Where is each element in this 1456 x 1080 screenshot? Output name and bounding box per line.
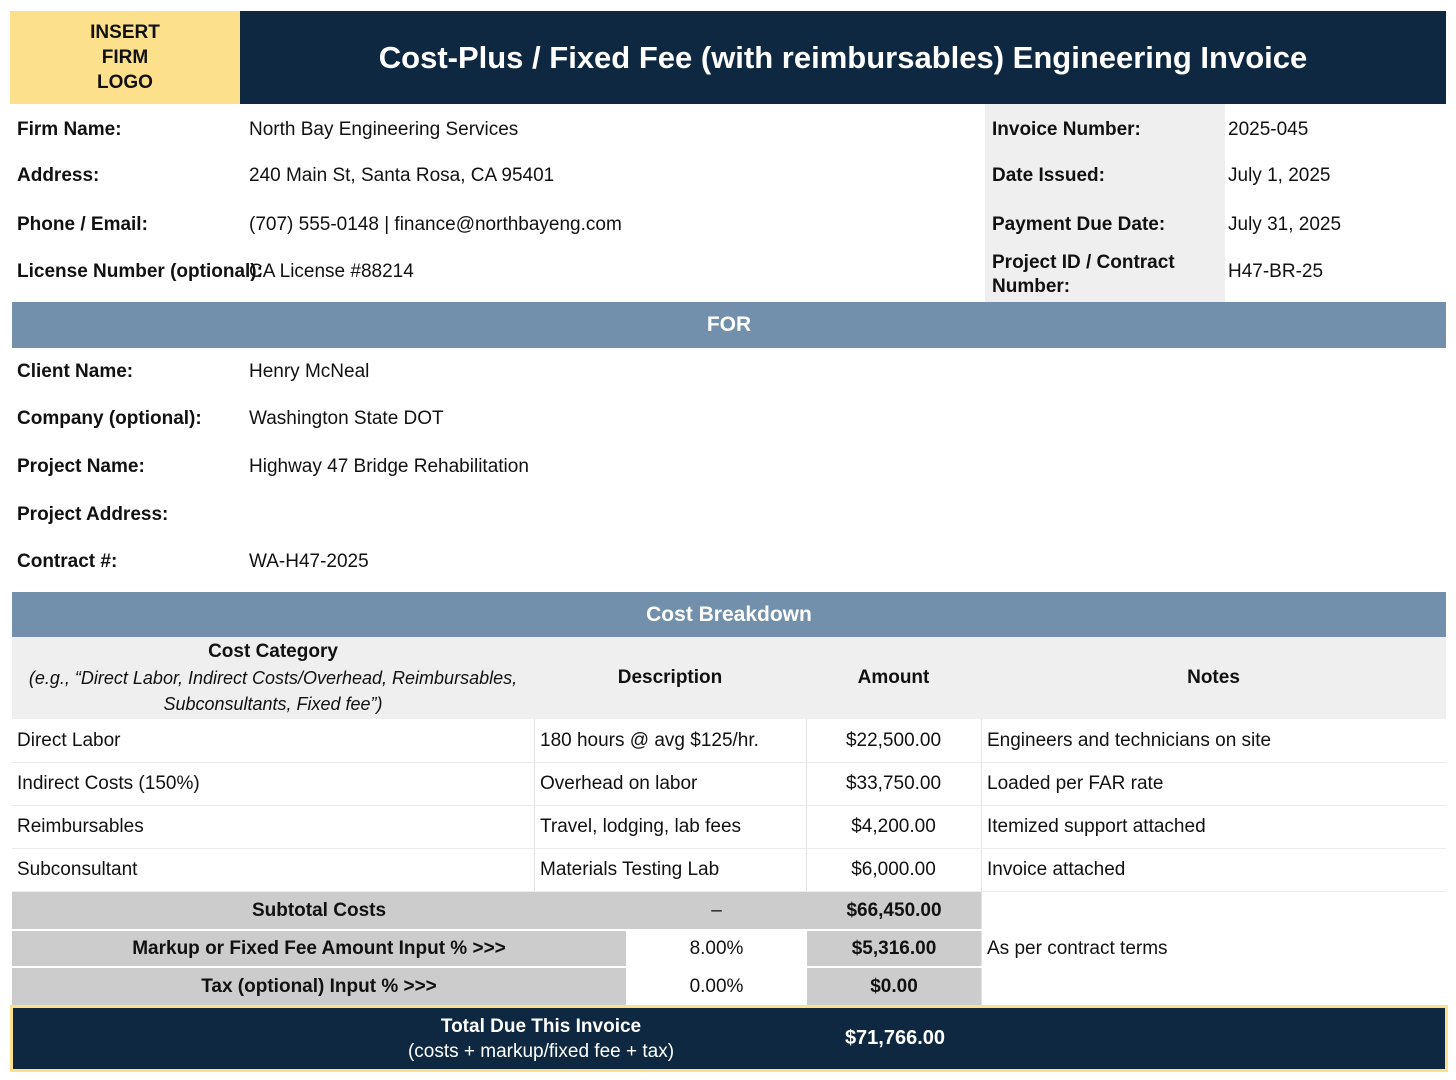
table-row-category: Indirect Costs (150%) xyxy=(17,772,200,794)
firm-name-label: Firm Name: xyxy=(17,119,122,140)
contract-label: Contract #: xyxy=(17,551,118,572)
firm-logo-placeholder: INSERT FIRM LOGO xyxy=(10,11,240,104)
row-divider xyxy=(12,848,1446,849)
category-header-hint: (e.g., “Direct Labor, Indirect Costs/Overhead, Reimbursables, Subconsultants, Fixed fee”) xyxy=(28,668,518,714)
tax-label: Tax (optional) Input % >>> xyxy=(201,975,437,997)
payment-due-label: Payment Due Date: xyxy=(992,214,1166,235)
project-id-value: H47-BR-25 xyxy=(1228,261,1324,282)
total-due-sublabel: (costs + markup/fixed fee + tax) xyxy=(407,1040,675,1062)
invoice-number-value: 2025-045 xyxy=(1228,119,1309,140)
total-due-bar xyxy=(10,1005,1448,1072)
table-row-category: Reimbursables xyxy=(17,815,144,837)
contract-value: WA-H47-2025 xyxy=(249,551,369,572)
subtotal-input: – xyxy=(626,892,807,929)
column-header-notes: Notes xyxy=(1187,667,1240,688)
license-value: CA License #88214 xyxy=(249,261,414,282)
project-address-label: Project Address: xyxy=(17,504,169,525)
company-value: Washington State DOT xyxy=(249,408,444,429)
project-id-label-line-1: Project ID / Contract xyxy=(992,252,1175,273)
table-row-notes: Loaded per FAR rate xyxy=(987,772,1164,794)
license-label: License Number (optional): xyxy=(17,261,263,282)
table-row-notes: Invoice attached xyxy=(987,858,1126,880)
table-row-description: Overhead on labor xyxy=(540,772,698,794)
contact-label: Phone / Email: xyxy=(17,214,148,235)
invoice-title: Cost-Plus / Fixed Fee (with reimbursables) Engineering Invoice xyxy=(240,11,1446,104)
column-header-category xyxy=(12,637,534,719)
address-label: Address: xyxy=(17,165,100,186)
markup-percent-input[interactable]: 8.00% xyxy=(689,937,744,959)
category-header-label: Cost Category xyxy=(208,641,338,662)
column-header-amount: Amount xyxy=(857,667,930,688)
contact-value: (707) 555-0148 | finance@northbayeng.com xyxy=(249,214,622,235)
tax-amount: $0.00 xyxy=(870,975,918,997)
client-name-value: Henry McNeal xyxy=(249,361,370,382)
subtotal-amount: $66,450.00 xyxy=(846,899,942,921)
row-divider xyxy=(12,762,1446,763)
markup-amount: $5,316.00 xyxy=(851,937,937,959)
table-row-notes: Itemized support attached xyxy=(987,815,1206,837)
subtotal-label: Subtotal Costs xyxy=(251,899,387,921)
total-due-label: Total Due This Invoice xyxy=(440,1015,642,1037)
payment-due-value: July 31, 2025 xyxy=(1228,214,1342,235)
table-row-category: Direct Labor xyxy=(17,729,121,751)
for-section-header: FOR xyxy=(12,302,1446,348)
firm-name-value: North Bay Engineering Services xyxy=(249,119,519,140)
total-due-amount: $71,766.00 xyxy=(844,1027,946,1049)
project-name-value: Highway 47 Bridge Rehabilitation xyxy=(249,456,529,477)
table-row-description: 180 hours @ avg $125/hr. xyxy=(540,729,759,751)
table-row-description: Materials Testing Lab xyxy=(540,858,720,880)
address-value: 240 Main St, Santa Rosa, CA 95401 xyxy=(249,165,555,186)
project-name-label: Project Name: xyxy=(17,456,145,477)
tax-percent-input[interactable]: 0.00% xyxy=(689,975,744,997)
markup-label: Markup or Fixed Fee Amount Input % >>> xyxy=(132,937,506,959)
table-row-amount: $4,200.00 xyxy=(851,815,936,837)
table-row-notes: Engineers and technicians on site xyxy=(987,729,1272,751)
table-row-amount: $33,750.00 xyxy=(845,772,942,794)
markup-notes: As per contract terms xyxy=(987,937,1168,959)
project-id-label xyxy=(992,251,1175,299)
cost-breakdown-header: Cost Breakdown xyxy=(12,592,1446,638)
date-issued-value: July 1, 2025 xyxy=(1228,165,1331,186)
table-row-amount: $22,500.00 xyxy=(845,729,942,751)
invoice-number-label: Invoice Number: xyxy=(992,119,1141,140)
project-id-label-line-2: Number: xyxy=(992,276,1071,297)
table-row-description: Travel, lodging, lab fees xyxy=(540,815,742,837)
table-row-amount: $6,000.00 xyxy=(851,858,936,880)
table-row-category: Subconsultant xyxy=(17,858,138,880)
column-header-description: Description xyxy=(617,667,723,688)
client-name-label: Client Name: xyxy=(17,361,134,382)
company-label: Company (optional): xyxy=(17,408,202,429)
date-issued-label: Date Issued: xyxy=(992,165,1105,186)
